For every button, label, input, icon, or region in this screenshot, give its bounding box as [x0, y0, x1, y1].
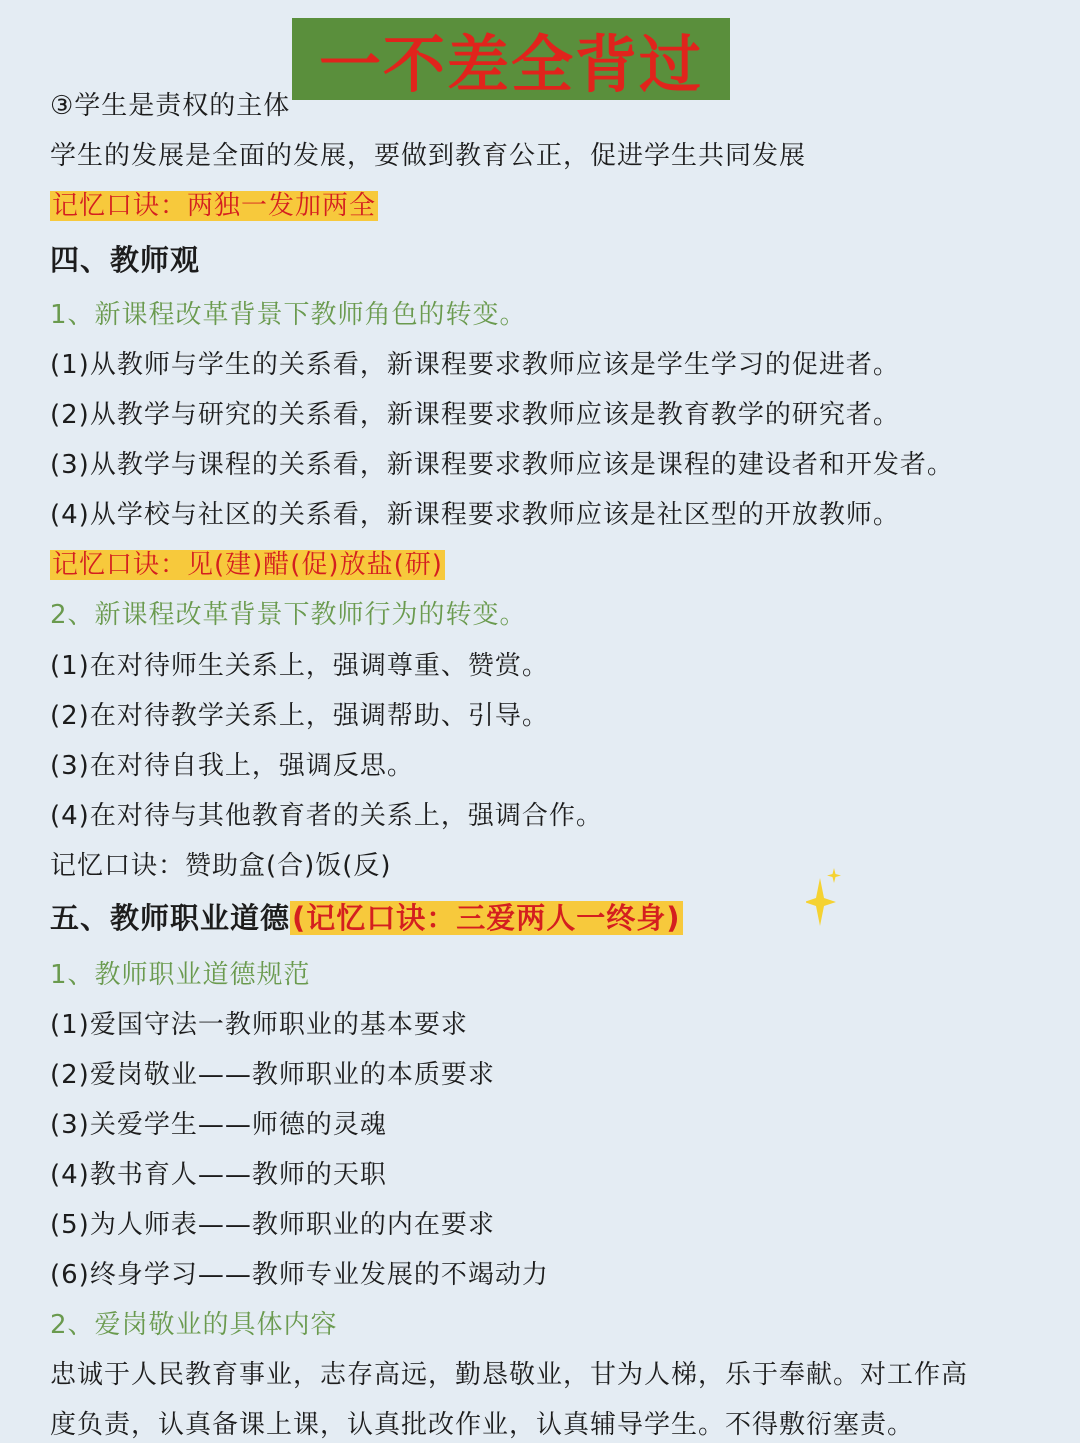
list-item: (6)终身学习——教师专业发展的不竭动力	[50, 1260, 549, 1290]
section-heading-text: 五、教师职业道德	[50, 901, 291, 935]
list-item: (4)从学校与社区的关系看，新课程要求教师应该是社区型的开放教师。	[50, 500, 900, 530]
list-item: (1)在对待师生关系上，强调尊重、赞赏。	[50, 651, 549, 681]
sub-heading: 2、新课程改革背景下教师行为的转变。	[50, 600, 527, 630]
sub-heading: 1、教师职业道德规范	[50, 960, 311, 990]
mnemonic-line	[50, 188, 378, 224]
sub-heading: 2、爱岗敬业的具体内容	[50, 1310, 338, 1340]
section-heading	[50, 900, 683, 936]
mnemonic-line: 记忆口诀：赞助盒(合)饭(反)	[50, 851, 392, 881]
mnemonic-line	[50, 547, 445, 583]
title-banner	[292, 18, 730, 100]
mnemonic-highlight: 记忆口诀：两独一发加两全	[52, 191, 377, 221]
list-item: (1)爱国守法一教师职业的基本要求	[50, 1010, 468, 1040]
list-item: (5)为人师表——教师职业的内在要求	[50, 1210, 495, 1240]
list-item: (2)爱岗敬业——教师职业的本质要求	[50, 1060, 495, 1090]
list-item: (4)在对待与其他教育者的关系上，强调合作。	[50, 801, 603, 831]
list-item: (3)关爱学生——师德的灵魂	[50, 1110, 387, 1140]
list-item: (2)在对待教学关系上，强调帮助、引导。	[50, 701, 549, 731]
text-line: ③学生是责权的主体	[50, 91, 291, 121]
section-heading: 四、教师观	[50, 243, 201, 277]
mnemonic-highlight: 记忆口诀：见(建)醋(促)放盐(研)	[52, 550, 443, 580]
paragraph-line: 度负责，认真备课上课，认真批改作业，认真辅导学生。不得敷衍塞责。	[50, 1410, 915, 1440]
mnemonic-highlight: (记忆口诀：三爱两人一终身)	[292, 901, 681, 935]
text-line: 学生的发展是全面的发展，要做到教育公正，促进学生共同发展	[50, 141, 807, 171]
sparkle-icon	[806, 868, 846, 930]
list-item: (3)在对待自我上，强调反思。	[50, 751, 414, 781]
list-item: (2)从教学与研究的关系看，新课程要求教师应该是教育教学的研究者。	[50, 400, 900, 430]
list-item: (1)从教师与学生的关系看，新课程要求教师应该是学生学习的促进者。	[50, 350, 900, 380]
list-item: (3)从教学与课程的关系看，新课程要求教师应该是课程的建设者和开发者。	[50, 450, 954, 480]
paragraph-line: 忠诚于人民教育事业，志存高远，勤恳敬业，甘为人梯，乐于奉献。对工作高	[50, 1360, 969, 1390]
list-item: (4)教书育人——教师的天职	[50, 1160, 387, 1190]
sub-heading: 1、新课程改革背景下教师角色的转变。	[50, 300, 527, 330]
banner-title: 一不差全背过	[318, 27, 703, 101]
